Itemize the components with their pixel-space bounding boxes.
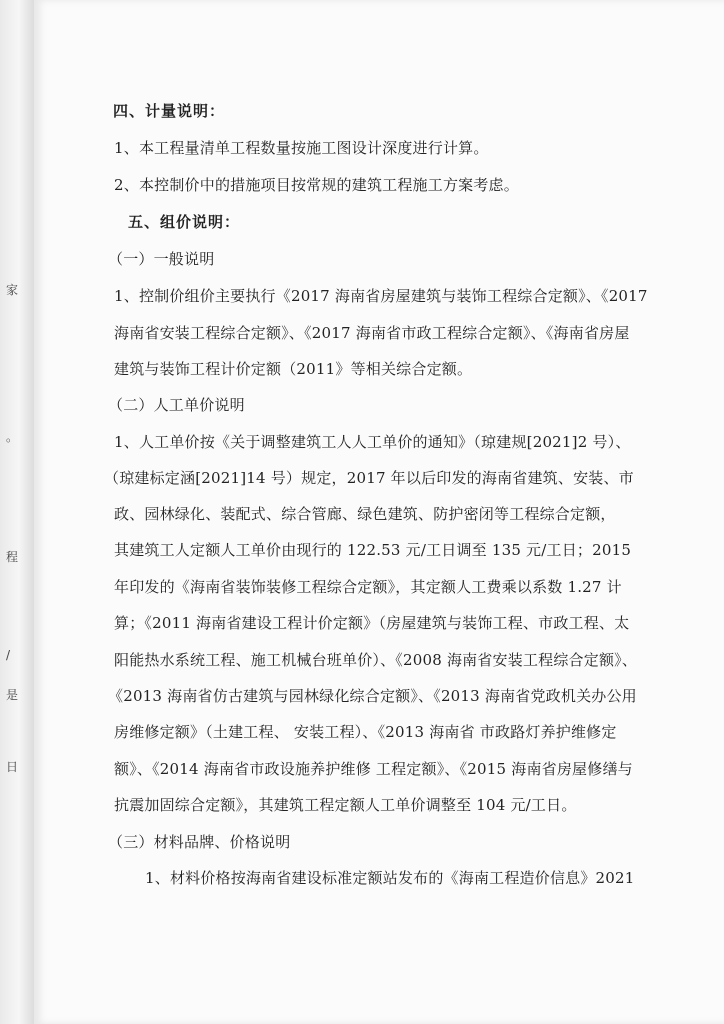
text-line: （琼建标定涵[2021]14 号）规定，2017 年以后印发的海南省建筑、安装、市	[104, 469, 634, 487]
text-line: 房维修定额》（土建工程、 安装工程）、《2013 海南省 市政路灯养护维修定	[114, 723, 617, 741]
text-line: 1、本工程量清单工程数量按施工图设计深度进行计算。	[114, 139, 489, 157]
text-line: 1、控制价组价主要执行《2017 海南省房屋建筑与装饰工程综合定额》、《2017	[114, 287, 648, 305]
section-heading-pricing: 五、组价说明：	[128, 213, 241, 231]
subsection-heading: （二）人工单价说明	[108, 396, 245, 414]
text-line: 1、材料价格按海南省建设标准定额站发布的《海南工程造价信息》2021	[145, 869, 635, 887]
subsection-heading: （一）一般说明	[108, 250, 215, 268]
subsection-heading: （三）材料品牌、价格说明	[108, 833, 291, 851]
text-line: 《2013 海南省仿古建筑与园林绿化综合定额》、《2013 海南省党政机关办公用	[108, 687, 637, 705]
text-line: 海南省安装工程综合定额》、《2017 海南省市政工程综合定额》、《海南省房屋	[114, 324, 630, 342]
margin-mark: 家	[6, 283, 19, 297]
text-line: 抗震加固综合定额》，其建筑工程定额人工单价调整至 104 元/工日。	[114, 796, 577, 814]
text-line: 1、人工单价按《关于调整建筑工人人工单价的通知》（琼建规[2021]2 号）、	[114, 433, 631, 451]
margin-mark: 程	[6, 550, 19, 564]
text-line: 年印发的《海南省装饰装修工程综合定额》，其定额人工费乘以系数 1.27 计	[114, 578, 622, 596]
margin-mark: 是	[6, 688, 19, 702]
margin-mark: 。	[6, 430, 19, 444]
text-line: 政、园林绿化、装配式、综合管廊、绿色建筑、防护密闭等工程综合定额，	[114, 505, 616, 523]
adjacent-page-edge	[0, 0, 34, 1024]
text-line: 额》、《2014 海南省市政设施养护维修 工程定额》、《2015 海南省房屋修缮与	[114, 760, 633, 778]
text-line: 2、本控制价中的措施项目按常规的建筑工程施工方案考虑。	[114, 176, 519, 194]
section-heading-measurement: 四、计量说明：	[113, 102, 226, 120]
margin-mark: 日	[6, 760, 19, 774]
text-line: 建筑与装饰工程计价定额（2011》等相关综合定额。	[114, 360, 473, 378]
text-line: 阳能热水系统工程、施工机械台班单价）、《2008 海南省安装工程综合定额》、	[114, 651, 638, 669]
margin-mark: /	[6, 648, 11, 662]
text-line: 算；《2011 海南省建设工程计价定额》（房屋建筑与装饰工程、市政工程、太	[114, 614, 630, 632]
text-line: 其建筑工人定额人工单价由现行的 122.53 元/工日调至 135 元/工日；2015	[114, 541, 632, 559]
